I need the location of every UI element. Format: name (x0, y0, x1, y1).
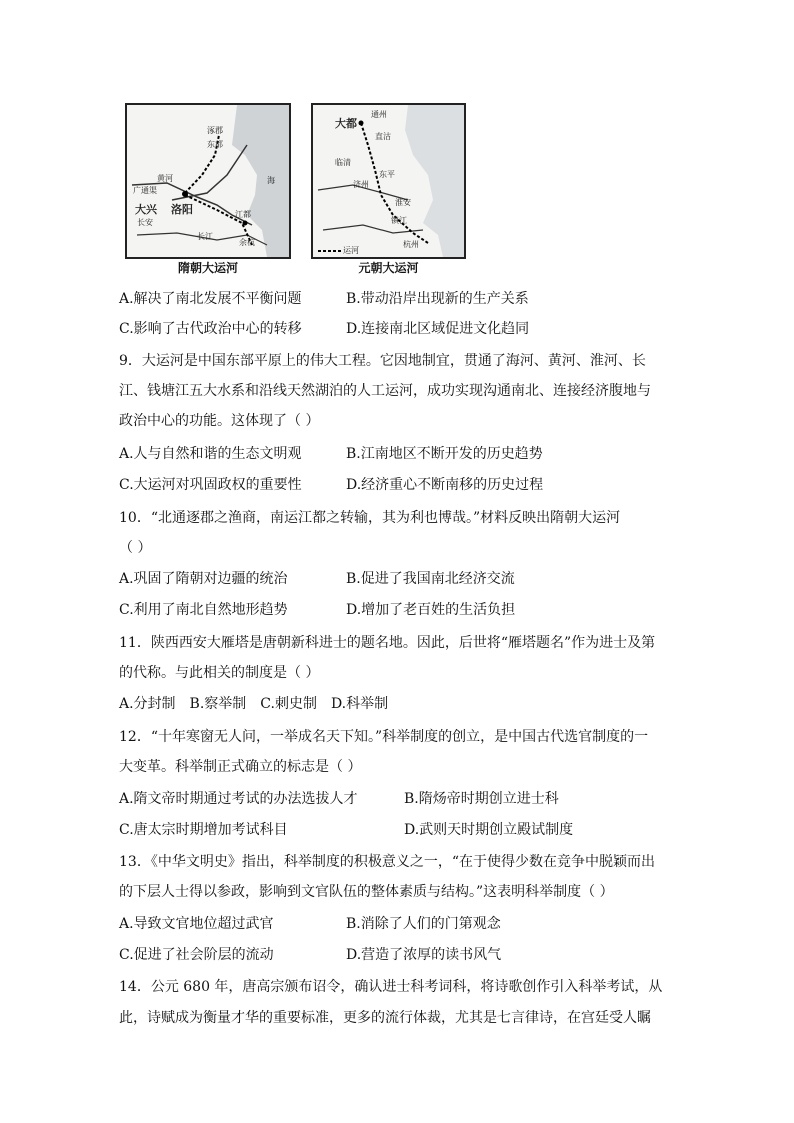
yuan-label-huaian: 淮安 (395, 198, 411, 207)
q10-option-c: C.利用了南北自然地形趋势 (119, 602, 288, 618)
sui-label-huanghe: 黄河 (157, 174, 173, 183)
sui-label-changjiang: 长江 (197, 232, 213, 241)
yuan-label-hangzhou: 杭州 (403, 240, 419, 249)
sui-label-yuhang: 余杭 (239, 238, 255, 247)
q8-option-b: B.带动沿岸出现新的生产关系 (346, 291, 529, 307)
yuan-map-caption: 元朝大运河 (358, 261, 419, 275)
yuan-label-linqing: 临清 (335, 158, 351, 167)
q11-options: A.分封制 B.察举制 C.刺史制 D.科举制 (119, 696, 389, 712)
sui-label-dongdu: 东都 (207, 140, 223, 149)
q12-stem-line2: 大变革。科举制正式确立的标志是（ ） (119, 759, 362, 775)
q13-option-a: A.导致文官地位超过武官 (119, 916, 274, 932)
q8-option-c: C.影响了古代政治中心的转移 (119, 321, 302, 337)
sui-label-hai: 海 (267, 176, 275, 185)
q13-stem-line2: 的下层人士得以参政，影响到文官队伍的整体素质与结构。”这表明科举制度（ ） (119, 884, 614, 900)
sui-canal-map (125, 103, 291, 259)
sui-map-caption: 隋朝大运河 (177, 261, 238, 275)
q10-stem-line2: （ ） (119, 540, 152, 556)
yuan-label-jizhou: 济州 (353, 180, 369, 189)
yuan-label-dongping: 东平 (379, 170, 395, 179)
sui-label-changan: 长安 (137, 218, 153, 227)
q12-option-b: B.隋炀帝时期创立进士科 (404, 791, 559, 807)
q11-stem-line1: 11．陕西西安大雁塔是唐朝新科进士的题名地。因此，后世将“雁塔题名”作为进士及第 (119, 635, 656, 651)
q12-option-d: D.武则天时期创立殿试制度 (404, 822, 574, 838)
sui-label-guangtongqu: 广通渠 (133, 186, 157, 195)
yuan-label-zhigu: 直沽 (375, 132, 391, 141)
q10-stem-line1: 10．“北通逐郡之渔商，南运江都之转输，其为利也博哉。”材料反映出隋朝大运河 (119, 510, 621, 526)
q13-stem-line1: 13．《中华文明史》指出，科举制度的积极意义之一，“在于使得少数在竞争中脱颖而出 (119, 854, 655, 870)
yuan-label-zhenjiang: 镇江 (391, 216, 407, 225)
q8-option-a: A.解决了南北发展不平衡问题 (119, 291, 302, 307)
q9-stem-line1: 9．大运河是中国东部平原上的伟大工程。它因地制宜，贯通了海河、黄河、淮河、长 (119, 353, 646, 369)
sui-label-daxing: 大兴 (135, 203, 157, 216)
sui-label-luoyang: 洛阳 (171, 203, 193, 216)
yuan-label-tongzhou: 通州 (371, 110, 387, 119)
sui-label-zhuojun: 涿郡 (207, 126, 223, 135)
q10-option-a: A.巩固了隋朝对边疆的统治 (119, 571, 288, 587)
yuan-legend-yunhe: 运河 (343, 246, 359, 255)
q10-option-b: B.促进了我国南北经济交流 (346, 571, 515, 587)
q9-option-a: A.人与自然和谐的生态文明观 (119, 446, 302, 462)
q9-stem-line2: 江、钱塘江五大水系和沿线天然湖泊的人工运河，成功实现沟通南北、连接经济腹地与 (119, 383, 651, 399)
yuan-label-dadu: 大都 (335, 117, 357, 130)
q12-option-c: C.唐太宗时期增加考试科目 (119, 822, 288, 838)
q13-option-c: C.促进了社会阶层的流动 (119, 947, 274, 963)
q12-option-a: A.隋文帝时期通过考试的办法选拔人才 (119, 791, 358, 807)
sui-label-jiangdu: 江都 (235, 210, 251, 219)
q9-option-d: D.经济重心不断南移的历史过程 (346, 477, 544, 493)
q14-stem-line2: 此，诗赋成为衡量才华的重要标准，更多的流行体裁，尤其是七言律诗，在宫廷受人瞩 (119, 1010, 651, 1026)
q10-option-d: D.增加了老百姓的生活负担 (346, 602, 516, 618)
q9-option-b: B.江南地区不断开发的历史趋势 (346, 446, 543, 462)
q14-stem-line1: 14．公元 680 年，唐高宗颁布诏令，确认进士科考词科，将诗歌创作引入科举考试，从 (119, 979, 663, 995)
q13-option-b: B.消除了人们的门第观念 (346, 916, 501, 932)
q13-option-d: D.营造了浓厚的读书风气 (346, 947, 502, 963)
yuan-canal-map (311, 103, 466, 259)
q11-stem-line2: 的代称。与此相关的制度是（ ） (119, 665, 320, 681)
q8-option-d: D.连接南北区域促进文化趋同 (346, 321, 530, 337)
q9-option-c: C.大运河对巩固政权的重要性 (119, 477, 302, 493)
q9-stem-line3: 政治中心的功能。这体现了（ ） (119, 413, 320, 429)
q12-stem-line1: 12．“十年寒窗无人问，一举成名天下知。”科举制度的创立，是中国古代选官制度的一 (119, 729, 649, 745)
